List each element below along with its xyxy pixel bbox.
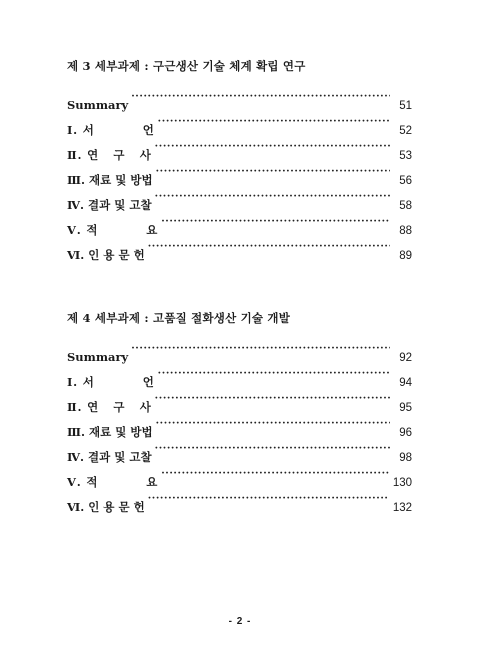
dot-leader [155, 134, 390, 159]
toc-entry-page: 51 [399, 100, 412, 112]
toc-entry-label: Ⅵ. 인 용 문 헌 [67, 248, 145, 262]
toc-section-4 [67, 306, 412, 514]
toc-entry-label: Ⅱ. 연 구 사 [67, 400, 152, 414]
toc-section-3 [67, 54, 412, 262]
toc-entry-label: Ⅵ. 인 용 문 헌 [67, 500, 145, 514]
dot-leader [161, 209, 390, 234]
toc-entry-page: 56 [399, 175, 412, 187]
toc-entry-label: Ⅱ. 연 구 사 [67, 148, 152, 162]
dot-leader [161, 461, 389, 486]
toc-entry-label: Summary [67, 350, 129, 364]
toc-entry-list [67, 84, 412, 262]
dot-leader [156, 411, 390, 436]
toc-entry-page: 52 [399, 125, 412, 137]
toc-entry-page: 96 [399, 427, 412, 439]
toc-entry-summary[interactable] [67, 84, 412, 112]
toc-entry-page: 58 [399, 200, 412, 212]
toc-entry-page: 95 [399, 402, 412, 414]
toc-entry-summary[interactable] [67, 336, 412, 364]
toc-entry-page: 89 [399, 250, 412, 262]
dot-leader [156, 159, 390, 184]
toc-entry-label: Ⅰ. 서 언 [67, 123, 155, 137]
toc-entry-page: 98 [399, 452, 412, 464]
toc-entry-label: Ⅳ. 결과 및 고찰 [67, 450, 152, 464]
dot-leader [131, 336, 390, 361]
dot-leader [148, 486, 389, 511]
dot-leader [155, 436, 390, 461]
toc-entry-label: Ⅰ. 서 언 [67, 375, 155, 389]
dot-leader [148, 234, 390, 259]
toc-entry-page: 53 [399, 150, 412, 162]
toc-entry-label: Summary [67, 98, 129, 112]
toc-entry-page: 94 [399, 377, 412, 389]
dot-leader [158, 109, 390, 134]
toc-entry-label: Ⅳ. 결과 및 고찰 [67, 198, 152, 212]
toc-entry-label: Ⅴ. 적 요 [67, 475, 159, 489]
toc-entry-page: 132 [392, 502, 412, 514]
toc-entry-label: Ⅲ. 재료 및 방법 [67, 425, 153, 439]
toc-entry-page: 92 [399, 352, 412, 364]
page-number-footer: - 2 - [228, 616, 252, 627]
toc-entry-label: Ⅴ. 적 요 [67, 223, 159, 237]
dot-leader [131, 84, 390, 109]
toc-entry-page: 130 [392, 477, 412, 489]
dot-leader [155, 386, 390, 411]
toc-entry-list [67, 336, 412, 514]
toc-entry-page: 88 [399, 225, 412, 237]
section-title: 제 4 세부과제 : 고품질 절화생산 기술 개발 [67, 311, 291, 325]
dot-leader [155, 184, 390, 209]
section-title: 제 3 세부과제 : 구근생산 기술 체계 확립 연구 [67, 59, 306, 73]
toc-entry-label: Ⅲ. 재료 및 방법 [67, 173, 153, 187]
dot-leader [158, 361, 390, 386]
